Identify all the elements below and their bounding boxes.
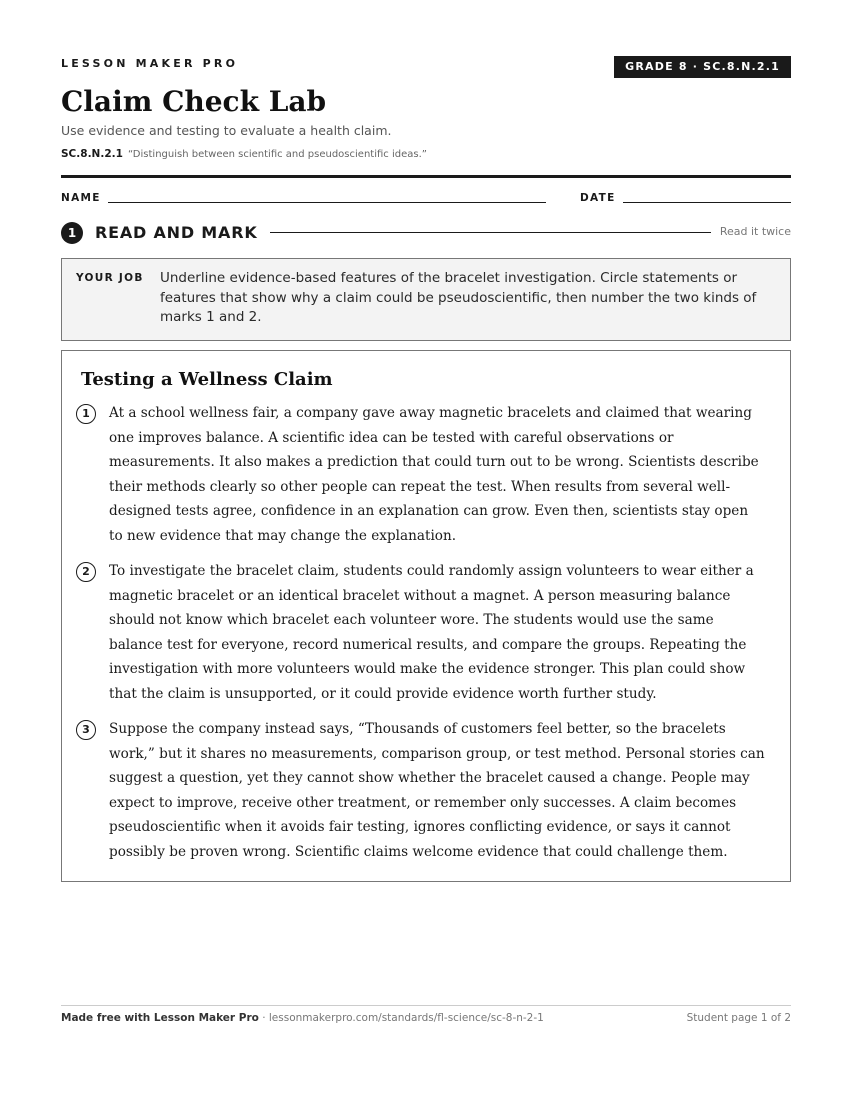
footer-divider bbox=[61, 1005, 791, 1006]
reading-title: Testing a Wellness Claim bbox=[81, 369, 333, 390]
paragraph-3 bbox=[76, 717, 766, 867]
paragraph-text: Suppose the company instead says, “Thousands of customers feel better, so the bracelets work,” but it shares no measurements, comparison group, or test method. Personal stories can suggest a question, yet they cannot show whether the bracelet caused a change. People may expect to improve, receive other treatment, or remember only successes. A claim becomes pseudoscientific when it avoids fair testing, ignores conflicting evidence, or says it cannot possibly be proven wrong. Scientific claims welcome evidence that could challenge them. bbox=[109, 721, 765, 860]
standard-code: SC.8.N.2.1 bbox=[61, 148, 123, 160]
brand-name: LESSON MAKER PRO bbox=[61, 57, 239, 70]
worksheet-page bbox=[61, 0, 791, 1100]
paragraph-text: To investigate the bracelet claim, students could randomly assign volunteers to wear either a magnetic bracelet or an identical bracelet without a magnet. A person measuring balance should not know which bracelet each volunteer wore. The students would use the same balance test for everyone, record numerical results, and compare the groups. Repeating the investigation with more volunteers would make the evidence stronger. This plan could show that the claim is unsupported, or it could provide evidence worth further study. bbox=[109, 563, 754, 702]
date-field[interactable] bbox=[623, 202, 791, 203]
standard-quote: “Distinguish between scientific and pseudoscientific ideas.” bbox=[127, 149, 427, 160]
your-job-label: YOUR JOB bbox=[76, 272, 144, 284]
paragraph-number: 2 bbox=[76, 562, 96, 582]
paragraph-1 bbox=[76, 401, 766, 551]
header-divider bbox=[61, 175, 791, 178]
footer-separator: · bbox=[258, 1012, 269, 1024]
standard-line bbox=[61, 148, 427, 160]
date-label: DATE bbox=[580, 192, 616, 204]
paragraph-2 bbox=[76, 559, 766, 709]
section-note: Read it twice bbox=[719, 225, 791, 238]
paragraph-number: 3 bbox=[76, 720, 96, 740]
name-date-row bbox=[61, 192, 791, 206]
page-title: Claim Check Lab bbox=[61, 85, 327, 118]
page-subtitle: Use evidence and testing to evaluate a health claim. bbox=[61, 123, 392, 138]
your-job-box bbox=[61, 258, 791, 341]
footer bbox=[61, 1012, 791, 1026]
section-rule bbox=[270, 232, 711, 233]
paragraph-text: At a school wellness fair, a company gave away magnetic bracelets and claimed that wearing one improves balance. A scientific idea can be tested with careful observations or measurements. It also makes a prediction that could turn out to be wrong. Scientists describe their methods clearly so other people can repeat the test. When results from several well-designed tests agree, confidence in an explanation can grow. Even then, scientists stay open to new evidence that may change the explanation. bbox=[109, 405, 759, 544]
your-job-text: Underline evidence-based features of the bracelet investigation. Circle statements or features that show why a claim could be pseudoscientific, then number the two kinds of marks 1 and 2. bbox=[160, 270, 757, 325]
name-label: NAME bbox=[61, 192, 101, 204]
footer-credit bbox=[61, 1012, 544, 1024]
paragraph-number: 1 bbox=[76, 404, 96, 424]
grade-standard-badge: GRADE 8 · SC.8.N.2.1 bbox=[614, 56, 791, 78]
reading-passage bbox=[61, 350, 791, 882]
section-number: 1 bbox=[61, 222, 83, 244]
footer-page-number: Student page 1 of 2 bbox=[686, 1012, 791, 1024]
footer-url[interactable]: lessonmakerpro.com/standards/fl-science/sc-8-n-2-1 bbox=[268, 1012, 544, 1024]
name-field[interactable] bbox=[108, 202, 546, 203]
footer-made-with: Made free with Lesson Maker Pro bbox=[61, 1012, 259, 1024]
section-title: READ AND MARK bbox=[95, 223, 258, 242]
top-row bbox=[61, 56, 791, 78]
section-header bbox=[61, 220, 791, 244]
